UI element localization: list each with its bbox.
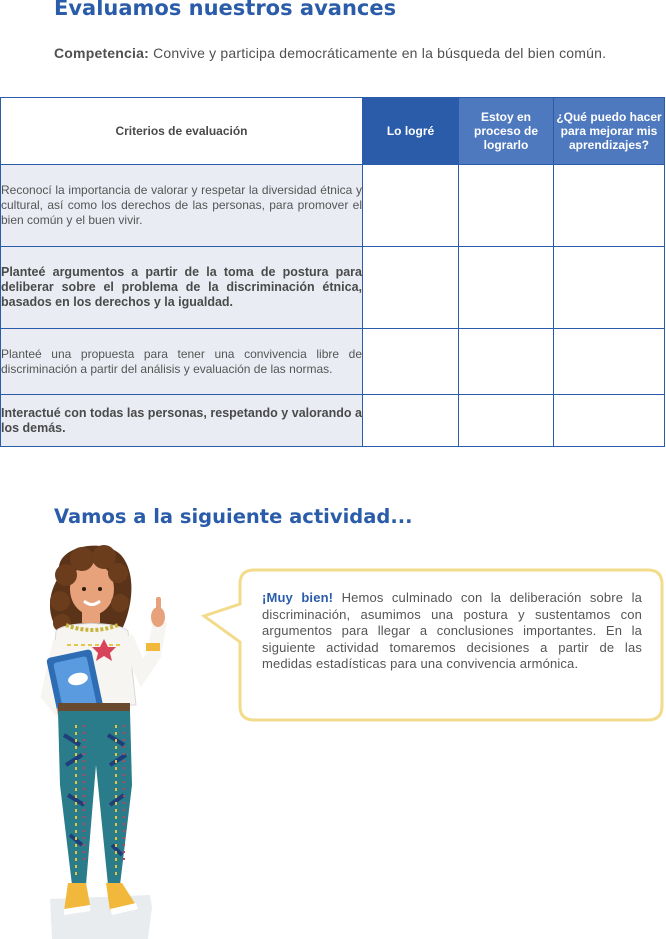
competencia-text [54, 43, 662, 63]
table-header-row [1, 98, 665, 165]
mejorar-cell[interactable] [554, 329, 665, 395]
table-row [1, 395, 665, 447]
en-proceso-cell[interactable] [459, 247, 554, 329]
lo-logre-cell[interactable] [363, 395, 459, 447]
en-proceso-cell[interactable] [459, 395, 554, 447]
en-proceso-cell[interactable] [459, 329, 554, 395]
criterion-cell: Interactué con todas las personas, respetando y valorando a los demás. [1, 395, 363, 447]
student-girl-illustration [20, 545, 180, 939]
header-lo-logre: Lo logré [363, 98, 459, 165]
header-en-proceso: Estoy en proceso de lograrlo [459, 98, 554, 165]
lo-logre-cell[interactable] [363, 165, 459, 247]
header-mejorar: ¿Qué puedo hacer para mejorar mis aprendizajes? [554, 98, 665, 165]
lo-logre-cell[interactable] [363, 247, 459, 329]
mejorar-cell[interactable] [554, 247, 665, 329]
criterion-cell: Reconocí la importancia de valorar y respetar la diversidad étnica y cultural, así como los derechos de las personas, para promover el bien común y el buen vivir. [1, 165, 363, 247]
bubble-body: Hemos culminado con la deliberación sobre la discriminación, asumimos una postura y sustentamos con argumentos para llegar a conclusiones importantes. En la siguiente actividad tomaremos decisiones a partir de las medidas estadísticas para una convivencia armónica. [262, 590, 642, 671]
table-row [1, 247, 665, 329]
table-row [1, 165, 665, 247]
mejorar-cell[interactable] [554, 395, 665, 447]
en-proceso-cell[interactable] [459, 165, 554, 247]
page-title: Evaluamos nuestros avances [54, 0, 397, 20]
evaluation-table [0, 97, 665, 447]
next-activity-title: Vamos a la siguiente actividad... [54, 505, 413, 528]
bubble-message [262, 590, 642, 673]
mejorar-cell[interactable] [554, 165, 665, 247]
criterion-cell: Planteé argumentos a partir de la toma de postura para deliberar sobre el problema de la discriminación étnica, basados en los derechos y la igualdad. [1, 247, 363, 329]
header-criterios: Criterios de evaluación [1, 98, 363, 165]
lo-logre-cell[interactable] [363, 329, 459, 395]
criterion-cell: Planteé una propuesta para tener una convivencia libre de discriminación a partir del análisis y evaluación de las normas. [1, 329, 363, 395]
bubble-lead: ¡Muy bien! [262, 590, 334, 605]
competencia-label: Competencia: [54, 45, 149, 61]
table-row [1, 329, 665, 395]
competencia-description: Convive y participa democráticamente en la búsqueda del bien común. [148, 45, 607, 61]
